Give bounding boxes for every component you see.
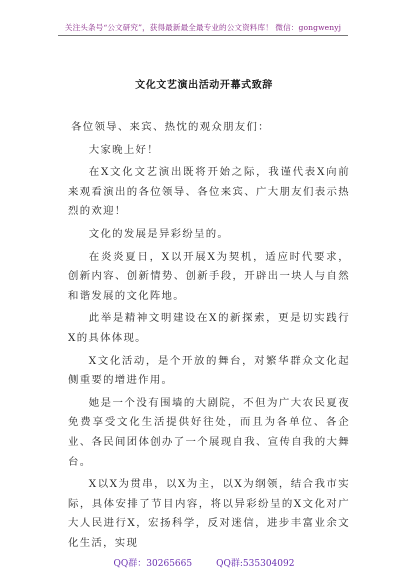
document-title: 文化文艺演出活动开幕式致辞 [135, 80, 273, 91]
paragraph: X文化活动，是个开放的舞台，对繁华群众文化起侧重要的增进作用。 [68, 354, 350, 387]
footer-qq-group-2: QQ群:535304092 [216, 559, 295, 569]
page-header: 关注头条号“公文研究”，获得最新最全最专业的公文资料库！ 微信：gongwenyj [64, 23, 342, 32]
paragraph: 此举是精神文明建设在X的新探索，更是切实践行X的具体体现。 [68, 312, 350, 344]
header-divider [58, 35, 348, 36]
salutation: 各位领导、来宾、热忱的观众朋友们： [71, 121, 270, 133]
footer-qq-group-1: QQ群：30265665 [113, 559, 193, 569]
paragraph: 在X文化文艺演出既将开始之际，我谨代表X向前来观看演出的各位领导、各位来宾、广大朋友们表示热烈的欢迎！ [68, 166, 350, 218]
paragraph: X以X为贯串，以X为主，以X为纲领，结合我市实际，具体安排了节目内容，将以异彩纷呈的X文化对广大人民进行X，宏扬科学，反对迷信，进步丰富业余文化生活，实现 [68, 478, 350, 549]
document-body [68, 118, 350, 556]
paragraph: 她是一个没有围墙的大剧院，不但为广大农民夏夜免费享受文化生活提供好往处，而且为各单位、各企业、各民间团体创办了一个展现自我、宣传自我的大舞台。 [68, 396, 350, 468]
paragraph: 在炎炎夏日，X以开展X为契机，适应时代要求，创新内容、创新情势、创新手段，开辟出一块人与自然和谐发展的文化阵地。 [68, 250, 350, 302]
greeting: 大家晚上好！ [88, 143, 159, 156]
page-footer [0, 556, 408, 569]
paragraph: 文化的发展是异彩纷呈的。 [88, 227, 230, 240]
